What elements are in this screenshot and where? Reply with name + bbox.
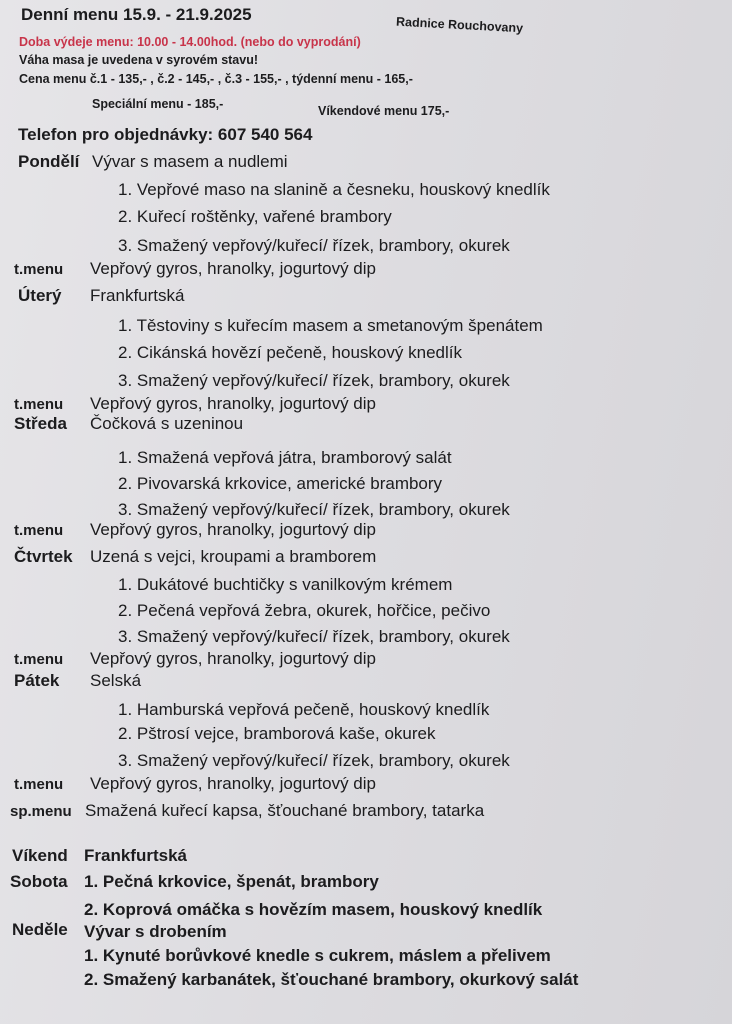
dish: 2. Kuřecí roštěnky, vařené brambory [118, 207, 392, 226]
day-label: Pátek [14, 671, 60, 690]
weekly-menu-dish: Vepřový gyros, hranolky, jogurtový dip [90, 259, 376, 278]
dish: 3. Smažený vepřový/kuřecí/ řízek, brambory, okurek [118, 627, 510, 646]
dish: 1. Dukátové buchtičky s vanilkovým krémem [118, 575, 453, 594]
dish: 3. Smažený vepřový/kuřecí/ řízek, brambory, okurek [118, 500, 510, 519]
day-label: Víkend [12, 846, 68, 865]
serving-hours: Doba výdeje menu: 10.00 - 14.00hod. (nebo do vyprodání) [19, 35, 361, 49]
soup: Vývar s masem a nudlemi [92, 152, 288, 171]
soup: Frankfurtská [90, 286, 185, 305]
dish: 2. Pštrosí vejce, bramborová kaše, okurek [118, 724, 436, 743]
soup: Selská [90, 671, 142, 690]
dish: 1. Smažená vepřová játra, bramborový salát [118, 448, 452, 467]
place-name: Radnice Rouchovany [395, 14, 524, 36]
day-label: Pondělí [18, 152, 80, 171]
dish: 3. Smažený vepřový/kuřecí/ řízek, brambory, okurek [118, 751, 510, 770]
weekly-menu-label: t.menu [14, 522, 64, 539]
weekly-menu-label: t.menu [14, 261, 64, 278]
dish: 1. Vepřové maso na slanině a česneku, houskový knedlík [118, 180, 550, 199]
weekly-menu-dish: Vepřový gyros, hranolky, jogurtový dip [90, 394, 376, 413]
order-phone: Telefon pro objednávky: 607 540 564 [18, 125, 313, 144]
weekly-menu-dish: Vepřový gyros, hranolky, jogurtový dip [90, 649, 376, 668]
day-label: Středa [14, 414, 67, 433]
weekly-menu-label: t.menu [14, 651, 64, 668]
day-label: Neděle [12, 920, 68, 939]
dish: 2. Cikánská hovězí pečeně, houskový knedlík [118, 343, 462, 362]
dish: 1. Pečná krkovice, špenát, brambory [84, 872, 379, 891]
dish: 2. Pivovarská krkovice, americké brambory [118, 474, 443, 493]
weight-note: Váha masa je uvedena v syrovém stavu! [19, 53, 259, 67]
day-label: Sobota [10, 872, 68, 891]
soup: Uzená s vejci, kroupami a bramborem [90, 547, 377, 566]
weekly-menu-label: t.menu [14, 776, 64, 793]
price-list: Cena menu č.1 - 135,- , č.2 - 145,- , č.3 - 155,- , týdenní menu - 165,- [19, 72, 413, 86]
weekly-menu-label: t.menu [14, 396, 64, 413]
weekend-price: Víkendové menu 175,- [318, 104, 450, 118]
dish: 3. Smažený vepřový/kuřecí/ řízek, brambory, okurek [118, 371, 510, 390]
dish: 3. Smažený vepřový/kuřecí/ řízek, brambory, okurek [118, 236, 510, 255]
dish: 1. Těstoviny s kuřecím masem a smetanovým špenátem [118, 316, 543, 335]
day-label: Úterý [18, 286, 62, 305]
soup: Vývar s drobením [84, 922, 227, 941]
dish: 1. Kynuté borůvkové knedle s cukrem, máslem a přelivem [84, 946, 551, 965]
weekly-menu-dish: Vepřový gyros, hranolky, jogurtový dip [90, 520, 376, 539]
day-label: Čtvrtek [14, 547, 73, 566]
dish: 1. Hamburská vepřová pečeně, houskový knedlík [118, 700, 490, 719]
special-price: Speciální menu - 185,- [92, 97, 224, 111]
special-menu-label: sp.menu [10, 803, 72, 820]
dish: 2. Koprová omáčka s hovězím masem, houskový knedlík [84, 900, 543, 919]
dish: 2. Pečená vepřová žebra, okurek, hořčice, pečivo [118, 601, 491, 620]
menu-title: Denní menu 15.9. - 21.9.2025 [21, 5, 252, 24]
soup: Frankfurtská [84, 846, 187, 865]
dish: 2. Smažený karbanátek, šťouchané brambory, okurkový salát [84, 970, 579, 989]
weekly-menu-dish: Vepřový gyros, hranolky, jogurtový dip [90, 774, 376, 793]
soup: Čočková s uzeninou [90, 414, 244, 433]
special-menu-dish: Smažená kuřecí kapsa, šťouchané brambory, tatarka [85, 801, 485, 820]
